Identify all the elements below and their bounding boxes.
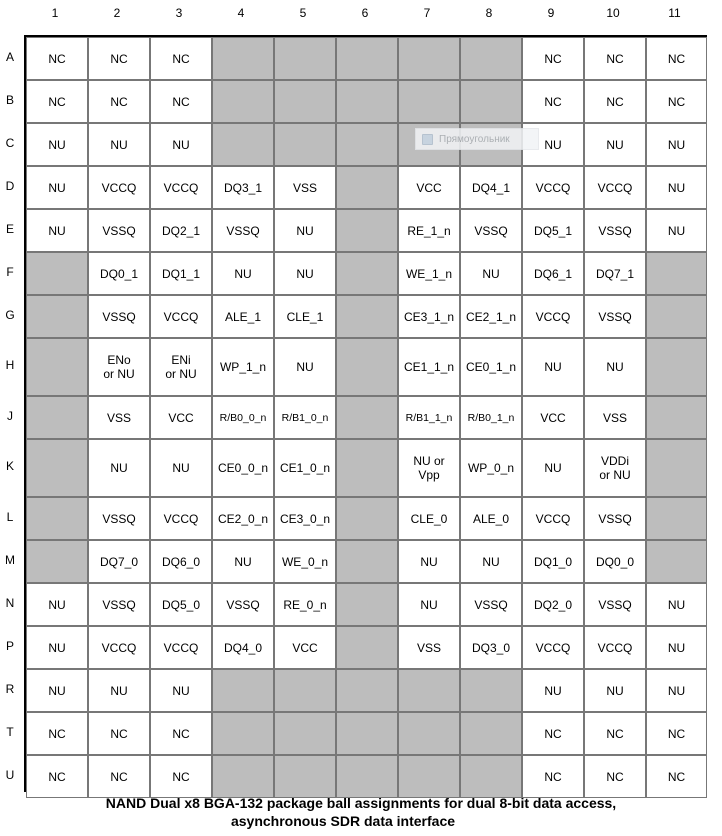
depopulated-ball-cell: [274, 37, 336, 80]
ball-cell: WE_0_n: [274, 540, 336, 583]
ball-cell: NC: [150, 755, 212, 798]
ball-cell: VSSQ: [584, 583, 646, 626]
ball-cell: VCCQ: [522, 497, 584, 540]
ball-cell: NU: [646, 123, 707, 166]
ball-cell: NC: [584, 755, 646, 798]
depopulated-ball-cell: [398, 37, 460, 80]
depopulated-ball-cell: [336, 209, 398, 252]
ball-cell: DQ1_1: [150, 252, 212, 295]
ball-cell: VCCQ: [150, 166, 212, 209]
depopulated-ball-cell: [336, 338, 398, 396]
rectangle-icon: [422, 134, 433, 145]
ball-cell: WE_1_n: [398, 252, 460, 295]
ball-cell: DQ5_1: [522, 209, 584, 252]
ball-cell: DQ6_1: [522, 252, 584, 295]
ball-cell: NC: [522, 37, 584, 80]
ball-cell: CE0_1_n: [460, 338, 522, 396]
ball-cell: NU or Vpp: [398, 439, 460, 497]
depopulated-ball-cell: [26, 338, 88, 396]
depopulated-ball-cell: [336, 583, 398, 626]
ball-cell: NU: [88, 123, 150, 166]
ball-cell: WP_0_n: [460, 439, 522, 497]
ball-cell: VSSQ: [212, 583, 274, 626]
column-header: 8: [485, 6, 493, 20]
ball-cell: CE0_0_n: [212, 439, 274, 497]
ball-cell: NC: [584, 712, 646, 755]
depopulated-ball-cell: [26, 439, 88, 497]
ball-cell: NU: [646, 626, 707, 669]
depopulated-ball-cell: [274, 123, 336, 166]
ball-cell: VSSQ: [460, 583, 522, 626]
row-header: F: [6, 264, 14, 279]
depopulated-ball-cell: [336, 626, 398, 669]
depopulated-ball-cell: [26, 540, 88, 583]
ball-cell: NU: [584, 669, 646, 712]
depopulated-ball-cell: [646, 439, 707, 497]
depopulated-ball-cell: [26, 497, 88, 540]
row-header: K: [5, 459, 14, 473]
row-header: C: [5, 135, 15, 150]
depopulated-ball-cell: [398, 712, 460, 755]
ball-cell: CE1_0_n: [274, 439, 336, 497]
depopulated-ball-cell: [336, 755, 398, 798]
depopulated-ball-cell: [212, 80, 274, 123]
ball-cell: NU: [88, 669, 150, 712]
column-header: 11: [668, 6, 681, 20]
ball-cell: NU: [584, 338, 646, 396]
ball-cell: DQ3_0: [460, 626, 522, 669]
ball-cell: NU: [398, 540, 460, 583]
depopulated-ball-cell: [336, 166, 398, 209]
ball-cell: NC: [646, 80, 707, 123]
ball-cell: NC: [584, 80, 646, 123]
row-header: E: [5, 221, 14, 236]
ball-cell: NC: [26, 80, 88, 123]
ball-cell: VCC: [274, 626, 336, 669]
ball-cell: NU: [646, 583, 707, 626]
ball-cell: DQ0_0: [584, 540, 646, 583]
depopulated-ball-cell: [26, 252, 88, 295]
ball-cell: NC: [88, 37, 150, 80]
depopulated-ball-cell: [274, 712, 336, 755]
ball-cell: DQ2_0: [522, 583, 584, 626]
ball-cell: NU: [212, 252, 274, 295]
ball-cell: NU: [212, 540, 274, 583]
row-header: H: [5, 358, 15, 372]
ball-cell: CLE_0: [398, 497, 460, 540]
ball-cell: NU: [274, 209, 336, 252]
ball-cell: CE3_0_n: [274, 497, 336, 540]
depopulated-ball-cell: [336, 252, 398, 295]
ball-cell: NC: [522, 755, 584, 798]
depopulated-ball-cell: [212, 755, 274, 798]
column-header: 3: [175, 6, 183, 20]
ball-cell: DQ5_0: [150, 583, 212, 626]
ball-cell: VSSQ: [584, 497, 646, 540]
ball-cell: NC: [150, 37, 212, 80]
column-header: 9: [547, 6, 555, 20]
ball-cell: VSS: [88, 396, 150, 439]
ball-cell: NU: [26, 123, 88, 166]
ball-cell: NC: [150, 80, 212, 123]
ball-cell: WP_1_n: [212, 338, 274, 396]
row-header: J: [7, 408, 13, 423]
ball-cell: DQ7_0: [88, 540, 150, 583]
ball-cell: NU: [26, 669, 88, 712]
depopulated-ball-cell: [646, 295, 707, 338]
row-header: N: [5, 595, 15, 610]
ball-cell: DQ6_0: [150, 540, 212, 583]
depopulated-ball-cell: [646, 396, 707, 439]
ball-cell: VSSQ: [212, 209, 274, 252]
ball-cell: VSSQ: [88, 583, 150, 626]
ball-grid: [24, 35, 707, 792]
depopulated-ball-cell: [646, 338, 707, 396]
ball-cell: NC: [646, 755, 707, 798]
ball-cell: VSSQ: [88, 295, 150, 338]
ball-cell: VSS: [274, 166, 336, 209]
ball-cell: R/B0_1_n: [460, 396, 522, 439]
row-header: L: [6, 509, 14, 524]
ball-cell: NU: [584, 123, 646, 166]
ball-cell: VCCQ: [150, 497, 212, 540]
ball-cell: CE2_0_n: [212, 497, 274, 540]
depopulated-ball-cell: [336, 295, 398, 338]
ball-cell: CE1_1_n: [398, 338, 460, 396]
ball-cell: NU: [522, 123, 584, 166]
depopulated-ball-cell: [646, 252, 707, 295]
ball-cell: VSS: [584, 396, 646, 439]
column-header: 5: [299, 6, 307, 20]
ball-cell: R/B0_0_n: [212, 396, 274, 439]
ball-cell: VCC: [398, 166, 460, 209]
ball-cell: NU: [522, 439, 584, 497]
depopulated-ball-cell: [398, 755, 460, 798]
depopulated-ball-cell: [336, 669, 398, 712]
overlay-label: Прямоугольник: [439, 133, 510, 145]
ball-cell: NU: [646, 669, 707, 712]
ball-cell: VCCQ: [88, 626, 150, 669]
depopulated-ball-cell: [26, 396, 88, 439]
depopulated-ball-cell: [336, 123, 398, 166]
depopulated-ball-cell: [212, 37, 274, 80]
ball-cell: NU: [398, 583, 460, 626]
column-header: 1: [51, 6, 59, 20]
depopulated-ball-cell: [336, 396, 398, 439]
ball-cell: VCC: [150, 396, 212, 439]
ball-cell: VSSQ: [88, 209, 150, 252]
ball-cell: NU: [26, 583, 88, 626]
caption-line-1: NAND Dual x8 BGA-132 package ball assignments for dual 8-bit data access,: [105, 795, 617, 811]
ball-cell: NU: [88, 439, 150, 497]
ball-cell: VCCQ: [584, 166, 646, 209]
ball-cell: NU: [460, 540, 522, 583]
ball-cell: NU: [26, 166, 88, 209]
ball-cell: VSSQ: [460, 209, 522, 252]
depopulated-ball-cell: [646, 497, 707, 540]
ball-cell: NC: [88, 712, 150, 755]
ball-cell: VSSQ: [584, 209, 646, 252]
ball-cell: DQ2_1: [150, 209, 212, 252]
ball-cell: R/B1_0_n: [274, 396, 336, 439]
depopulated-ball-cell: [274, 755, 336, 798]
ball-cell: ENo or NU: [88, 338, 150, 396]
ball-cell: VSSQ: [88, 497, 150, 540]
row-header: P: [5, 638, 14, 653]
ball-cell: NC: [150, 712, 212, 755]
row-header: B: [5, 92, 14, 107]
column-header: 4: [237, 6, 245, 20]
ball-cell: RE_0_n: [274, 583, 336, 626]
ball-cell: VDDi or NU: [584, 439, 646, 497]
ball-cell: NC: [646, 37, 707, 80]
ball-cell: DQ4_1: [460, 166, 522, 209]
overlay-rectangle-tooltip: [415, 128, 539, 150]
depopulated-ball-cell: [398, 80, 460, 123]
row-header: A: [5, 49, 14, 64]
ball-cell: NU: [646, 209, 707, 252]
column-header: 7: [423, 6, 431, 20]
ball-cell: VSS: [398, 626, 460, 669]
ball-cell: NC: [88, 80, 150, 123]
depopulated-ball-cell: [26, 295, 88, 338]
ball-cell: CE3_1_n: [398, 295, 460, 338]
ball-cell: NC: [646, 712, 707, 755]
column-header: 6: [361, 6, 369, 20]
ball-cell: R/B1_1_n: [398, 396, 460, 439]
column-header: 10: [606, 6, 620, 20]
ball-cell: VCCQ: [522, 626, 584, 669]
ball-cell: NC: [522, 80, 584, 123]
ball-cell: VCC: [522, 396, 584, 439]
ball-cell: VSSQ: [584, 295, 646, 338]
ball-cell: ALE_1: [212, 295, 274, 338]
ball-cell: NU: [646, 166, 707, 209]
depopulated-ball-cell: [274, 80, 336, 123]
depopulated-ball-cell: [460, 755, 522, 798]
row-header: M: [5, 552, 15, 567]
ball-cell: NU: [150, 439, 212, 497]
caption-line-2: asynchronous SDR data interface: [230, 813, 456, 829]
ball-cell: VCCQ: [584, 626, 646, 669]
ball-cell: CE2_1_n: [460, 295, 522, 338]
ball-cell: NC: [88, 755, 150, 798]
depopulated-ball-cell: [212, 712, 274, 755]
depopulated-ball-cell: [398, 669, 460, 712]
ball-cell: ENi or NU: [150, 338, 212, 396]
ball-cell: DQ0_1: [88, 252, 150, 295]
ball-cell: NC: [522, 712, 584, 755]
ball-cell: NU: [150, 669, 212, 712]
ball-cell: NU: [522, 669, 584, 712]
row-header: G: [5, 307, 15, 322]
row-header: D: [5, 178, 15, 193]
ball-cell: VCCQ: [522, 295, 584, 338]
ball-cell: NU: [460, 252, 522, 295]
depopulated-ball-cell: [460, 712, 522, 755]
depopulated-ball-cell: [336, 540, 398, 583]
ball-cell: NU: [522, 338, 584, 396]
depopulated-ball-cell: [460, 37, 522, 80]
ball-cell: ALE_0: [460, 497, 522, 540]
ball-cell: DQ1_0: [522, 540, 584, 583]
ball-cell: RE_1_n: [398, 209, 460, 252]
figure-caption: [0, 794, 722, 830]
ball-cell: VCCQ: [522, 166, 584, 209]
depopulated-ball-cell: [460, 80, 522, 123]
depopulated-ball-cell: [460, 669, 522, 712]
depopulated-ball-cell: [336, 37, 398, 80]
ball-cell: VCCQ: [150, 626, 212, 669]
ball-cell: NU: [26, 626, 88, 669]
depopulated-ball-cell: [336, 439, 398, 497]
ball-cell: CLE_1: [274, 295, 336, 338]
row-header: U: [5, 767, 15, 782]
ball-cell: DQ7_1: [584, 252, 646, 295]
depopulated-ball-cell: [274, 669, 336, 712]
depopulated-ball-cell: [336, 497, 398, 540]
ball-cell: DQ3_1: [212, 166, 274, 209]
row-header: R: [5, 681, 15, 696]
depopulated-ball-cell: [212, 669, 274, 712]
ball-cell: DQ4_0: [212, 626, 274, 669]
depopulated-ball-cell: [336, 712, 398, 755]
ball-cell: NU: [26, 209, 88, 252]
depopulated-ball-cell: [336, 80, 398, 123]
ball-cell: NU: [274, 338, 336, 396]
ball-cell: VCCQ: [88, 166, 150, 209]
column-header: 2: [113, 6, 121, 20]
depopulated-ball-cell: [646, 540, 707, 583]
ball-cell: NC: [26, 712, 88, 755]
ball-cell: NU: [274, 252, 336, 295]
ball-cell: NU: [150, 123, 212, 166]
depopulated-ball-cell: [212, 123, 274, 166]
ball-cell: NC: [26, 755, 88, 798]
ball-cell: NC: [26, 37, 88, 80]
row-header: T: [6, 724, 14, 739]
ball-cell: NC: [584, 37, 646, 80]
ball-cell: VCCQ: [150, 295, 212, 338]
